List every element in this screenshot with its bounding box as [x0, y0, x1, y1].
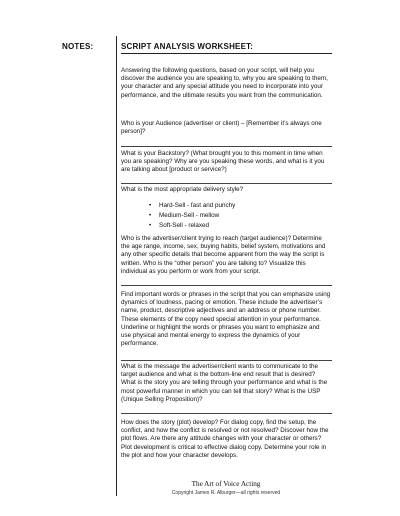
answer-line [121, 146, 332, 147]
footer-title: The Art of Voice Acting [191, 480, 261, 488]
list-item: • Soft-Sell - relaxed [121, 221, 321, 231]
answer-line [121, 413, 332, 414]
answer-line [121, 360, 332, 361]
list-item: • Hard-Sell - fast and punchy [121, 201, 321, 211]
question-audience: Who is your Audience (advertiser or client) – [Remember it’s always one person]? [121, 120, 322, 136]
question-delivery-style: What is the most appropriate delivery style? [121, 186, 244, 193]
list-item: • Medium-Sell - mellow [121, 211, 321, 221]
question-target-audience: Who is the advertiser/client trying to reach (target audience)? Determine the age range, income, sex, buying habits, belief system, motivations and any other specific details that become apparent from the way the script is written. Who is the “other person” you are talking to? Visualize this individual as you perform or work from your script. [121, 235, 326, 275]
notes-divider [116, 36, 117, 496]
question-backstory: What is your Backstory? (What brought you to this moment in time when you are speaking? Why are you speaking these words, and what is it you are talking about [product or service?) [121, 150, 325, 174]
question-plot: How does the story (plot) develop? For dialog copy, find the setup, the conflict, and how the conflict is resolved or not resolved? Discover how the plot flows. Are there any attitude changes with your character or others? Plot development is critical to effective dialog copy. Determine your role in the plot and how your character develops. [121, 419, 329, 459]
delivery-style-list [121, 201, 321, 231]
answer-line [121, 285, 332, 286]
intro-paragraph: Answering the following questions, based on your script, will help you discover the audience you are speaking to, why you are speaking to them, your character and any special attitude you need to incorporate into your performance, and the ultimate results you want from the communication. [121, 67, 328, 99]
page-title: SCRIPT ANALYSIS WORKSHEET: [121, 42, 254, 51]
question-message: What is the message the advertiser/client wants to communicate to the target audience and what is the bottom-line end result that is desired? What is the story you are telling through your performance and what is the most powerful manner in which you can tell that story? What is the USP (Unique Selling Proposition)? [121, 363, 328, 403]
question-emphasis: Find important words or phrases in the script that you can emphasize using dynamics of loudness, pacing or emotion. These include the advertiser’s name, product, descriptive adjectives and an address or phone number. These elements of the copy need special attention in your performance. Underline or highlight the words or phrases you want to emphasize and use physical and mental energy to express the dynamics of your performance. [121, 291, 331, 348]
notes-label: NOTES: [62, 42, 94, 51]
title-underline [121, 53, 332, 54]
footer-copyright: Copyright James R. Alburger—all rights reserved [171, 490, 281, 496]
answer-line [121, 183, 332, 184]
